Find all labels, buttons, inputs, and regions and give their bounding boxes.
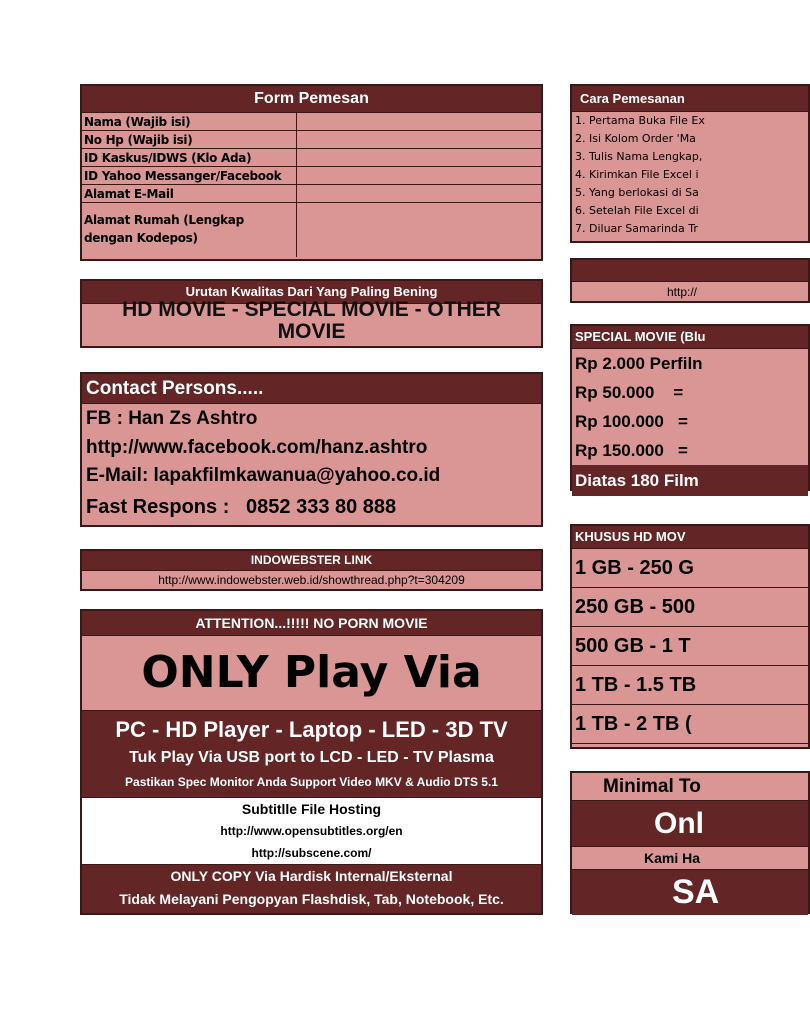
only-play-via: ONLY Play Via xyxy=(82,636,541,711)
subtitle-title: Subtitlle File Hosting xyxy=(241,801,382,817)
cara-step: 2. Isi Kolom Order 'Ma xyxy=(575,132,696,145)
contact-title: Contact Persons..... xyxy=(82,374,541,404)
form-label: Nama (Wajib isi) xyxy=(82,113,296,131)
right-link-box xyxy=(570,258,810,303)
quality-title: Urutan Kwalitas Dari Yang Paling Bening xyxy=(82,281,541,304)
cara-step: 6. Setelah File Excel di xyxy=(575,204,699,217)
special-price-row: Diatas 180 Film xyxy=(572,465,808,496)
device-list: PC - HD Player - Laptop - LED - 3D TV xyxy=(82,711,541,745)
form-label: Alamat Rumah (Lengkap dengan Kodepos) xyxy=(84,213,244,245)
contact-facebook-link[interactable]: http://www.facebook.com/hanz.ashtro xyxy=(86,437,428,458)
form-label: ID Kaskus/IDWS (Klo Ada) xyxy=(82,149,296,167)
special-price-row: Rp 50.000 = xyxy=(575,383,684,402)
hd-rows xyxy=(572,549,808,744)
cara-step: 1. Pertama Buka File Ex xyxy=(575,114,705,127)
kami-text: Kami Ha xyxy=(572,846,808,870)
quality-text: HD MOVIE - SPECIAL MOVIE - OTHER MOVIE xyxy=(122,298,501,343)
usb-note: Tuk Play Via USB port to LCD - LED - TV Plasma xyxy=(82,745,541,770)
form-table xyxy=(82,113,541,257)
special-price-row: Rp 100.000 = xyxy=(575,412,688,431)
attention-title: ATTENTION...!!!!! NO PORN MOVIE xyxy=(82,611,541,636)
form-label: No Hp (Wajib isi) xyxy=(82,131,296,149)
form-input[interactable] xyxy=(296,185,541,203)
contact-box xyxy=(80,372,543,527)
subscene-link[interactable]: http://subscene.com/ xyxy=(251,846,372,860)
form-input[interactable] xyxy=(296,167,541,185)
form-pemesan xyxy=(80,84,543,261)
bottom-big: SA xyxy=(572,870,808,915)
spec-note: Pastikan Spec Monitor Anda Support Video MKV & Audio DTS 5.1 xyxy=(82,770,541,798)
hd-price-row: 1 GB - 250 G xyxy=(572,549,808,588)
right-column xyxy=(570,0,720,1024)
hd-price-row: 500 GB - 1 T xyxy=(572,627,808,666)
contact-fast-respons: Fast Respons : 0852 333 80 888 xyxy=(86,496,397,518)
contact-fb: FB : Han Zs Ashtro xyxy=(86,408,258,429)
minimal-big: Onl xyxy=(572,801,808,846)
minimal-box xyxy=(570,771,810,914)
opensubtitles-link[interactable]: http://www.opensubtitles.org/en xyxy=(220,824,403,838)
form-label: Alamat E-Mail xyxy=(82,185,296,203)
form-title: Form Pemesan xyxy=(82,86,541,113)
special-price-row: Rp 150.000 = xyxy=(575,441,688,460)
cara-steps xyxy=(572,112,808,238)
form-input[interactable] xyxy=(296,131,541,149)
form-label: ID Yahoo Messanger/Facebook xyxy=(82,167,296,185)
special-title: SPECIAL MOVIE (Blu xyxy=(572,326,808,349)
attention-box xyxy=(80,609,543,915)
copy-note: ONLY COPY Via Hardisk Internal/Eksternal xyxy=(82,865,541,888)
cara-step: 7. Diluar Samarinda Tr xyxy=(575,222,698,235)
hd-title: KHUSUS HD MOV xyxy=(572,526,808,549)
form-input[interactable] xyxy=(296,113,541,131)
hd-movie-box xyxy=(570,524,810,749)
special-movie-box xyxy=(570,324,810,491)
indowebster-title: INDOWEBSTER LINK xyxy=(82,551,541,571)
cara-step: 5. Yang berlokasi di Sa xyxy=(575,186,699,199)
indowebster-box xyxy=(80,549,543,591)
cara-step: 3. Tulis Nama Lengkap, xyxy=(575,150,703,163)
copy-restriction: Tidak Melayani Pengopyan Flashdisk, Tab, Notebook, Etc. xyxy=(82,888,541,910)
cara-title: Cara Pemesanan xyxy=(572,86,808,112)
right-link-text[interactable]: http:// xyxy=(667,285,698,299)
special-price-row: Rp 2.000 Perfiln xyxy=(575,354,703,373)
hd-price-row: 1 TB - 1.5 TB xyxy=(572,666,808,705)
right-link-title xyxy=(572,260,808,282)
form-input[interactable] xyxy=(296,149,541,167)
special-rows xyxy=(572,349,808,496)
contact-email[interactable]: E-Mail: lapakfilmkawanua@yahoo.co.id xyxy=(86,465,441,486)
indowebster-link[interactable]: http://www.indowebster.web.id/showthread.php?t=304209 xyxy=(158,573,465,587)
quality-box xyxy=(80,279,543,348)
cara-step: 4. Kirimkan File Excel i xyxy=(575,168,699,181)
hd-price-row: 1 TB - 2 TB ( xyxy=(572,705,808,744)
form-input[interactable] xyxy=(296,203,541,257)
cara-pemesanan-box xyxy=(570,84,810,243)
hd-price-row: 250 GB - 500 xyxy=(572,588,808,627)
minimal-title: Minimal To xyxy=(572,773,808,801)
subtitle-hosting xyxy=(82,798,541,865)
